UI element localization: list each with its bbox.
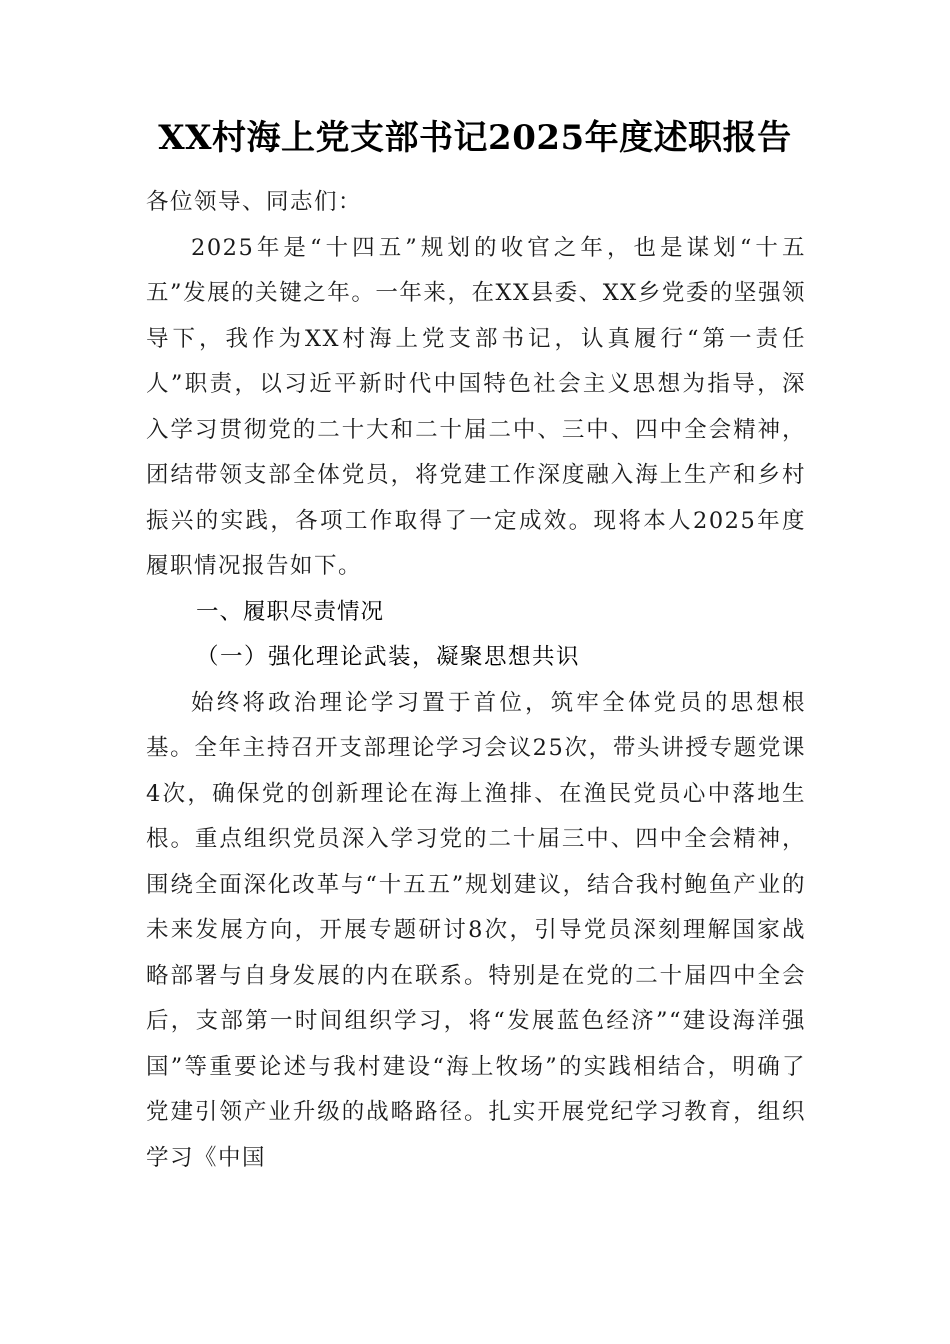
salutation: 各位领导、同志们：: [146, 189, 363, 215]
section-heading: 一、履职尽责情况: [196, 598, 385, 625]
subsection-paragraph: 始终将政治理论学习置于首位，筑牢全体党员的思想根基。全年主持召开支部理论学习会议25次，带头讲授专题党课4次，确保党的创新理论在海上渔排、在渔民党员心中落地生根。重点组织党员深入学习党的二十届三中、四中全会精神，围绕全面深化改革与“十五五”规划建议，结合我村鲍鱼产业的未来发展方向，开展专题研讨8次，引导党员深刻理解国家战略部署与自身发展的内在联系。特别是在党的二十届四中全会后，支部第一时间组织学习，将“发展蓝色经济”“建设海洋强国”等重要论述与我村建设“海上牧场”的实践相结合，明确了党建引领产业升级的战略路径。扎实开展党纪学习教育，组织学习《中国: [146, 689, 806, 1171]
subsection-heading: （一）强化理论武装，凝聚思想共识: [196, 644, 581, 670]
document-body: [146, 180, 806, 1181]
document-title: XX村海上党支部书记2025年度述职报告: [158, 118, 792, 158]
intro-paragraph: 2025年是“十四五”规划的收官之年，也是谋划“十五五”发展的关键之年。一年来，在XX县委、XX乡党委的坚强领导下，我作为XX村海上党支部书记，认真履行“第一责任人”职责，以习近平新时代中国特色社会主义思想为指导，深入学习贯彻党的二十大和二十届二中、三中、四中全会精神，团结带领支部全体党员，将党建工作深度融入海上生产和乡村振兴的实践，各项工作取得了一定成效。现将本人2025年度履职情况报告如下。: [146, 234, 806, 579]
